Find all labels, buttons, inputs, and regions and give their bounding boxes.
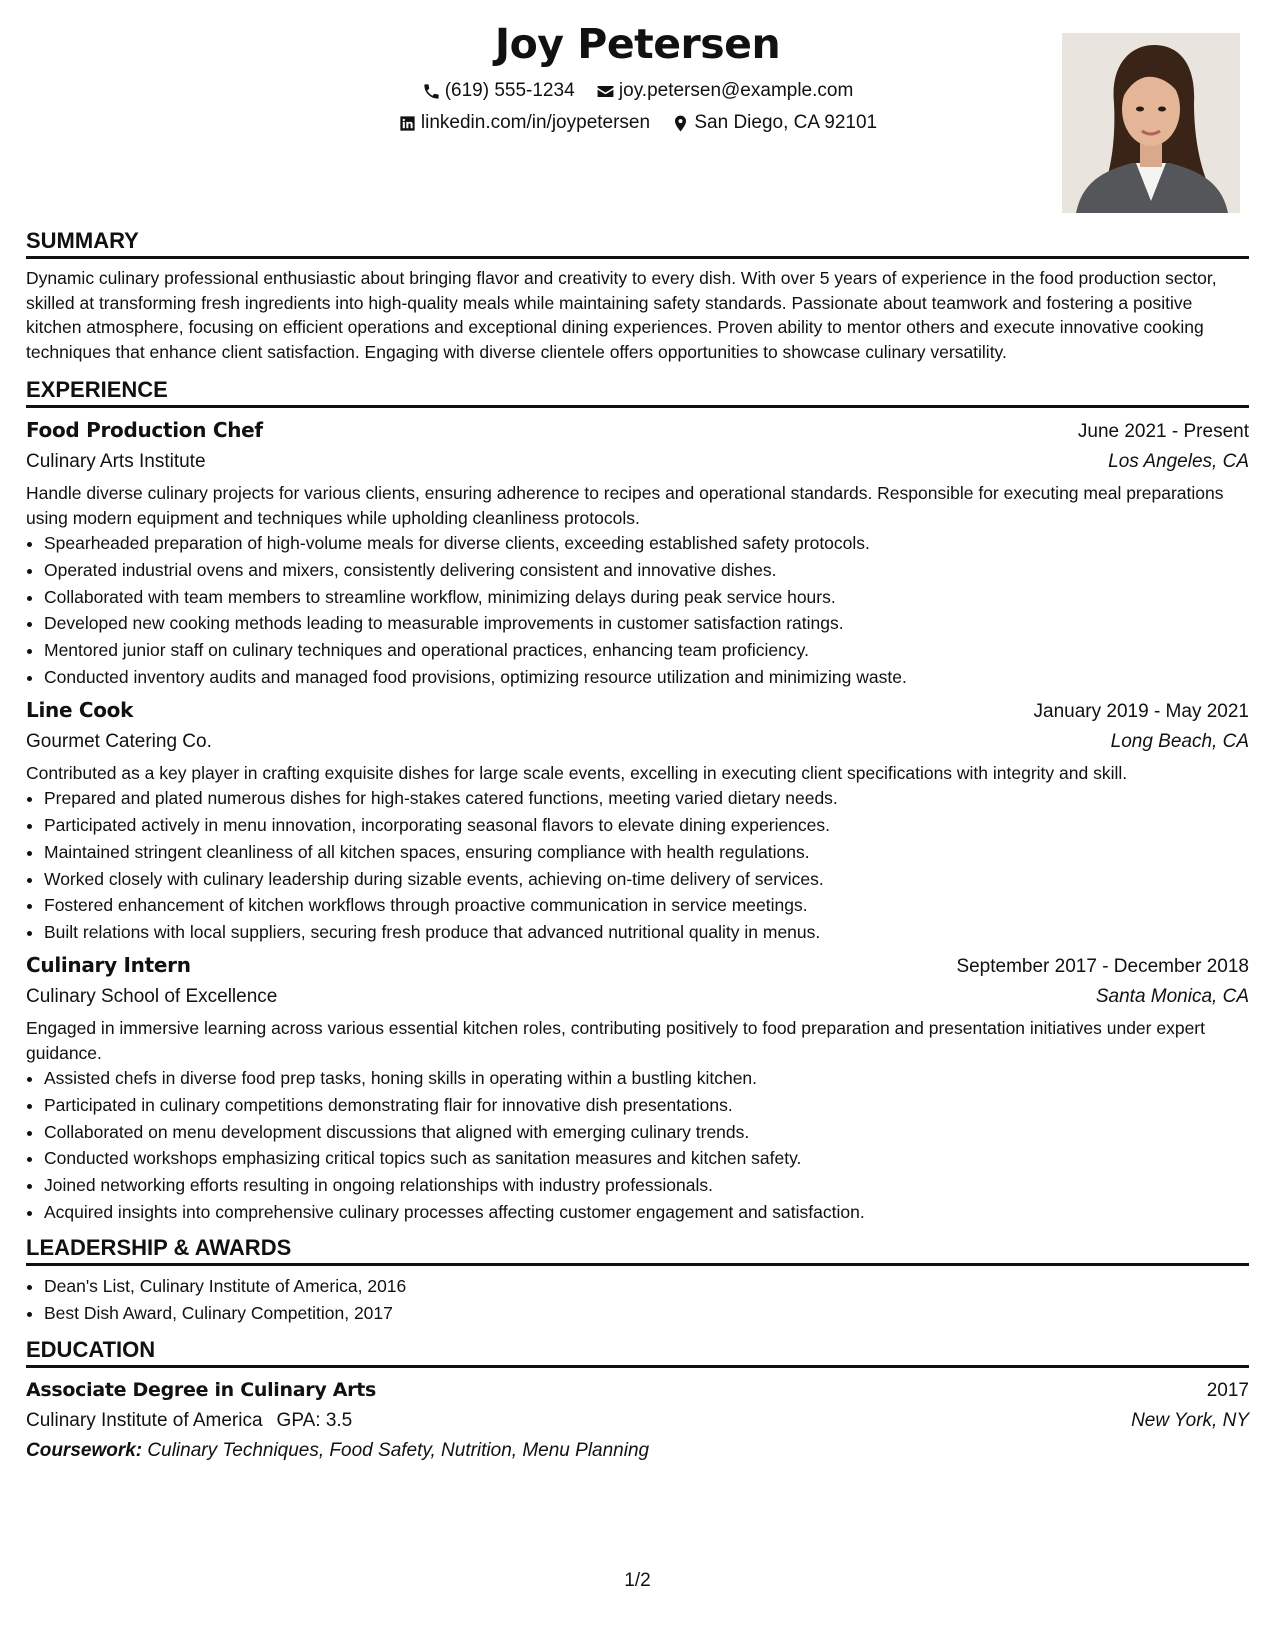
job-title: Line Cook bbox=[26, 697, 134, 722]
list-item: • Maintained stringent cleanliness of all kitchen spaces, ensuring compliance with health regulations. bbox=[44, 839, 1249, 866]
list-item: • Participated in culinary competitions demonstrating flair for innovative dish presentations. bbox=[44, 1092, 1249, 1119]
list-item: • Participated actively in menu innovation, incorporating seasonal flavors to elevate dining experiences. bbox=[44, 812, 1249, 839]
job-company: Culinary Arts Institute bbox=[26, 451, 206, 472]
job-bullets bbox=[26, 1065, 1249, 1226]
profile-photo bbox=[1062, 33, 1240, 213]
job-company: Gourmet Catering Co. bbox=[26, 730, 212, 752]
job-header-row bbox=[26, 950, 1249, 982]
job-company-row bbox=[26, 447, 1249, 477]
job-location: Los Angeles, CA bbox=[1108, 451, 1249, 472]
list-item: • Developed new cooking methods leading to measurable improvements in customer satisfaction ratings. bbox=[44, 610, 1249, 637]
page-number: 1/2 bbox=[624, 1570, 651, 1591]
education-degree-row bbox=[26, 1375, 1249, 1406]
phone-number: (619) 555-1234 bbox=[444, 80, 575, 101]
job-bullets bbox=[26, 530, 1249, 691]
linkedin-icon bbox=[398, 114, 417, 133]
experience-heading: EXPERIENCE bbox=[26, 376, 1249, 408]
job-company: Culinary School of Excellence bbox=[26, 986, 278, 1008]
portrait-image bbox=[1062, 33, 1240, 213]
phone-icon bbox=[422, 82, 441, 101]
job-dates: January 2019 - May 2021 bbox=[1033, 700, 1249, 722]
list-item: • Conducted workshops emphasizing critical topics such as sanitation measures and kitchen safety. bbox=[44, 1145, 1249, 1172]
education-location: New York, NY bbox=[1131, 1410, 1249, 1432]
linkedin-contact[interactable] bbox=[398, 112, 650, 134]
map-pin-icon bbox=[671, 114, 690, 133]
leadership-section bbox=[26, 1234, 1249, 1327]
list-item: • Collaborated on menu development discussions that aligned with emerging culinary trends. bbox=[44, 1119, 1249, 1146]
summary-section bbox=[26, 227, 1249, 364]
list-item: • Collaborated with team members to streamline workflow, minimizing delays during peak service hours. bbox=[44, 584, 1249, 611]
education-gpa: GPA: 3.5 bbox=[276, 1410, 353, 1432]
education-school: Culinary Institute of America bbox=[26, 1410, 263, 1432]
candidate-name: Joy Petersen bbox=[494, 20, 781, 68]
leadership-heading: LEADERSHIP & AWARDS bbox=[26, 1234, 1249, 1266]
envelope-icon bbox=[596, 82, 615, 101]
job-entry bbox=[26, 695, 1249, 946]
email-address: joy.petersen@example.com bbox=[618, 80, 854, 101]
education-heading: EDUCATION bbox=[26, 1336, 1249, 1368]
job-description: Engaged in immersive learning across various essential kitchen roles, contributing positively to food preparation and presentation initiatives under expert guidance. bbox=[26, 1018, 1205, 1063]
list-item: • Fostered enhancement of kitchen workflows through proactive communication in service meetings. bbox=[44, 892, 1249, 919]
job-entry bbox=[26, 415, 1249, 691]
list-item: • Worked closely with culinary leadership during sizable events, achieving on-time delivery of services. bbox=[44, 866, 1249, 893]
job-title: Culinary Intern bbox=[26, 953, 191, 978]
linkedin-url: linkedin.com/in/joypetersen bbox=[420, 112, 651, 133]
list-item: • Mentored junior staff on culinary techniques and operational practices, enhancing team proficiency. bbox=[44, 637, 1249, 664]
job-description: Contributed as a key player in crafting exquisite dishes for large scale events, excelling in executing client specifications with integrity and skill. bbox=[26, 762, 1128, 783]
education-school-row bbox=[26, 1406, 1249, 1436]
list-item: • Conducted inventory audits and managed food provisions, optimizing resource utilization and minimizing waste. bbox=[44, 664, 1249, 691]
job-dates: September 2017 - December 2018 bbox=[956, 956, 1249, 978]
list-item: • Best Dish Award, Culinary Competition, 2017 bbox=[44, 1300, 1249, 1327]
list-item: • Joined networking efforts resulting in ongoing relationships with industry professionals. bbox=[44, 1172, 1249, 1199]
list-item: • Assisted chefs in diverse food prep tasks, honing skills in operating within a bustling kitchen. bbox=[44, 1065, 1249, 1092]
location-contact bbox=[671, 112, 877, 134]
list-item: • Spearheaded preparation of high-volume meals for diverse clients, exceeding established safety protocols. bbox=[44, 530, 1249, 557]
education-school-group bbox=[26, 1406, 352, 1436]
job-header-row bbox=[26, 695, 1249, 727]
coursework-label: Coursework: bbox=[26, 1440, 143, 1462]
leadership-list bbox=[26, 1273, 1249, 1327]
experience-section bbox=[26, 376, 1249, 1226]
job-description: Handle diverse culinary projects for various clients, ensuring adherence to recipes and operational standards. Responsible for executing meal preparations using modern equipment and techniques while upholding cleanliness protocols. bbox=[26, 483, 1224, 528]
resume-header bbox=[0, 0, 1275, 220]
job-dates: June 2021 - Present bbox=[1077, 421, 1249, 442]
education-degree: Associate Degree in Culinary Arts bbox=[26, 1379, 377, 1402]
list-item: • Dean's List, Culinary Institute of America, 2016 bbox=[44, 1273, 1249, 1300]
job-entry bbox=[26, 950, 1249, 1226]
email-contact[interactable] bbox=[596, 80, 853, 102]
education-section bbox=[26, 1336, 1249, 1466]
job-bullets bbox=[26, 785, 1249, 946]
list-item: • Built relations with local suppliers, securing fresh produce that advanced nutritional quality in menus. bbox=[44, 919, 1249, 946]
list-item: • Operated industrial ovens and mixers, consistently delivering consistent and innovative dishes. bbox=[44, 557, 1249, 584]
education-coursework bbox=[26, 1436, 1249, 1466]
coursework-list: Culinary Techniques, Food Safety, Nutrition, Menu Planning bbox=[147, 1440, 650, 1462]
job-header-row bbox=[26, 415, 1249, 447]
job-title: Food Production Chef bbox=[26, 418, 263, 442]
job-location: Long Beach, CA bbox=[1110, 730, 1249, 752]
education-year: 2017 bbox=[1206, 1380, 1249, 1402]
job-company-row bbox=[26, 727, 1249, 757]
summary-heading: SUMMARY bbox=[26, 227, 1249, 259]
job-company-row bbox=[26, 982, 1249, 1012]
location-text: San Diego, CA 92101 bbox=[694, 112, 878, 133]
summary-text: Dynamic culinary professional enthusiastic about bringing flavor and creativity to every dish. With over 5 years of experience in the food production sector, skilled at transforming fresh ingredients into high-quality meals while maintaining safety standards. Passionate about teamwork and fostering a positive kitchen atmosphere, focusing on efficient operations and exceptional dining experiences. Proven ability to mentor others and execute innovative cooking techniques that enhance client satisfaction. Engaging with diverse clientele offers opportunities to showcase culinary versatility. bbox=[26, 268, 1217, 362]
resume-body bbox=[26, 227, 1249, 1466]
list-item: • Acquired insights into comprehensive culinary processes affecting customer engagement and satisfaction. bbox=[44, 1199, 1249, 1226]
job-location: Santa Monica, CA bbox=[1095, 986, 1249, 1008]
phone-contact[interactable] bbox=[422, 80, 575, 102]
list-item: • Prepared and plated numerous dishes for high-stakes catered functions, meeting varied dietary needs. bbox=[44, 785, 1249, 812]
